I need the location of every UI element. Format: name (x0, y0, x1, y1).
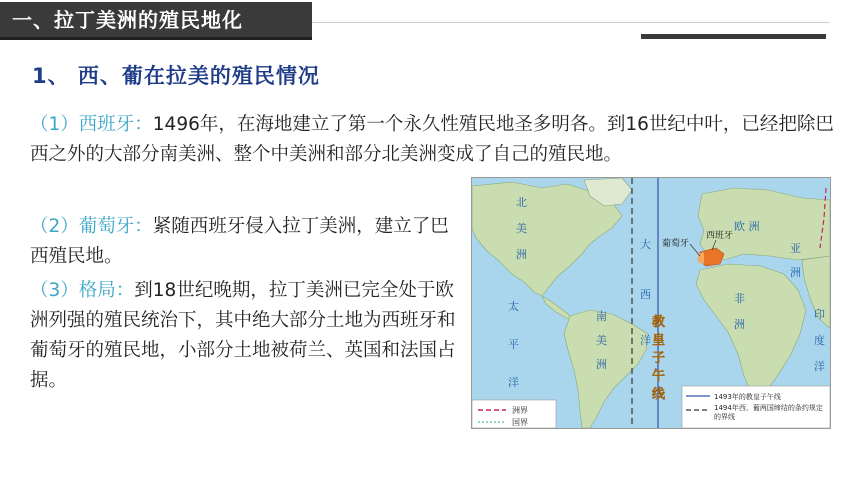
label-atlantic-2: 西 (640, 288, 651, 301)
label-pacific-2: 平 (508, 338, 519, 351)
legend-1494-text: 1494年西、葡两国缔结的条约规定的界线 (714, 404, 823, 421)
label-atlantic-3: 洋 (640, 334, 651, 347)
label-south-america-3: 洲 (596, 358, 607, 371)
label-north-america-2: 美 (516, 222, 527, 235)
title-banner (0, 2, 312, 40)
papal-label-5: 线 (652, 387, 666, 402)
papal-label-4: 午 (652, 369, 666, 384)
label-indian-1: 印 (814, 308, 825, 321)
papal-label-3: 子 (652, 351, 666, 366)
map-svg (472, 178, 830, 428)
legend-national-border-text: 国界 (512, 418, 528, 427)
paragraph-text-pattern: 到18世纪晚期，拉丁美洲已完全处于欧洲列强的殖民统治下，其中绝大部分土地为西班牙和葡萄牙的殖民地，小部分土地被荷兰、英国和法国占据。 (30, 280, 456, 391)
colonial-map (471, 177, 831, 429)
legend-continent-border-text: 洲界 (512, 406, 528, 415)
header-divider-line (312, 22, 830, 23)
paragraph-spain (30, 110, 838, 170)
label-africa-1: 非 (734, 292, 745, 305)
paragraph-text-spain: 1496年，在海地建立了第一个永久性殖民地圣多明各。到16世纪中叶，已经把除巴西之外的大部分南美洲、整个中美洲和部分北美洲变成了自己的殖民地。 (30, 114, 834, 165)
legend-1494-text-wrap (714, 404, 828, 428)
paragraph-pattern (30, 276, 460, 396)
label-south-america-1: 南 (596, 310, 607, 323)
section-heading: 1、 西、葡在拉美的殖民情况 (32, 64, 320, 88)
label-atlantic-1: 大 (640, 238, 651, 251)
paragraph-label-spain: （1）西班牙： (30, 114, 153, 135)
paragraph-label-pattern: （3）格局： (30, 280, 135, 301)
label-asia-2: 洲 (790, 266, 801, 279)
label-south-america-2: 美 (596, 334, 607, 347)
label-indian-3: 洋 (814, 360, 825, 373)
header-accent-bar (641, 34, 826, 39)
paragraph-portugal (30, 212, 460, 272)
iberia-portugal-highlight (698, 252, 704, 264)
label-north-america-3: 洲 (516, 248, 527, 261)
label-europe: 欧 洲 (734, 220, 760, 233)
label-portugal: 葡萄牙 (662, 239, 690, 249)
legend-1493-text: 1493年的教皇子午线 (714, 393, 781, 401)
label-asia-1: 亚 (790, 242, 801, 255)
label-spain: 西班牙 (706, 231, 734, 241)
paragraph-text-portugal: 紧随西班牙侵入拉丁美洲，建立了巴西殖民地。 (30, 216, 449, 267)
label-pacific-3: 洋 (508, 376, 519, 389)
paragraph-label-portugal: （2）葡萄牙： (30, 216, 153, 237)
label-indian-2: 度 (814, 334, 825, 347)
label-pacific-1: 太 (508, 300, 519, 313)
papal-label-1: 教 (652, 315, 666, 330)
papal-label-2: 皇 (652, 333, 666, 348)
label-north-america-1: 北 (516, 196, 527, 209)
page-title: 一、拉丁美洲的殖民地化 (12, 8, 243, 32)
label-africa-2: 洲 (734, 318, 745, 331)
